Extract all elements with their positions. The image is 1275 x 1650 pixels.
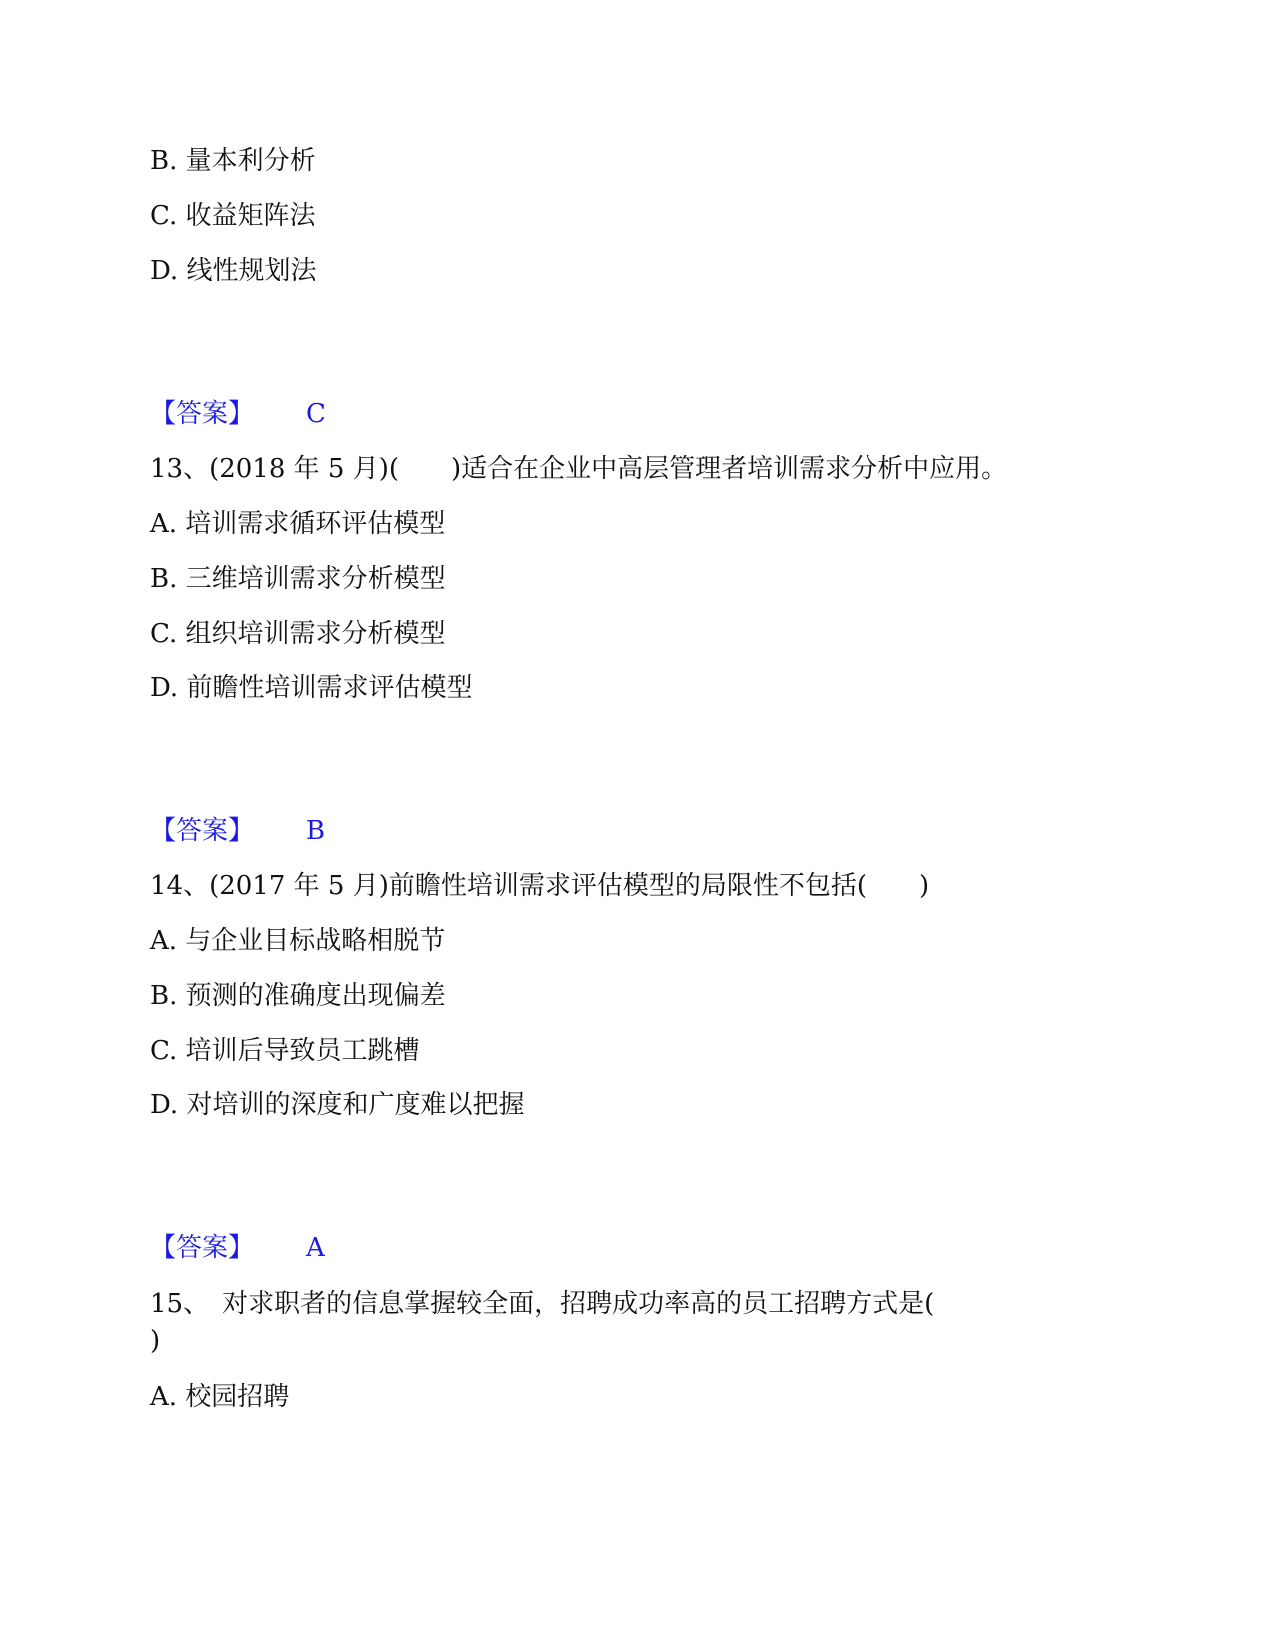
- answer-label: 【答案】: [150, 1233, 255, 1263]
- answer-label: 【答案】: [150, 399, 255, 429]
- answer-value: C: [306, 399, 326, 429]
- answer-value: A: [306, 1233, 325, 1263]
- q12-option-b: B. 量本利分析: [150, 146, 316, 176]
- q15-stem-line1: 15、 对求职者的信息掌握较全面，招聘成功率高的员工招聘方式是(: [150, 1289, 935, 1319]
- q13-stem: 13、(2018 年 5 月)( )适合在企业中高层管理者培训需求分析中应用。: [150, 454, 1008, 484]
- q14-option-b: B. 预测的准确度出现偏差: [150, 981, 446, 1011]
- q14-option-a: A. 与企业目标战略相脱节: [150, 926, 446, 956]
- q12-answer: [150, 397, 326, 431]
- q13-option-d: D. 前瞻性培训需求评估模型: [150, 673, 473, 703]
- answer-value: B: [306, 816, 326, 846]
- q14-option-d: D. 对培训的深度和广度难以把握: [150, 1090, 525, 1120]
- q12-option-c: C. 收益矩阵法: [150, 201, 316, 231]
- q15-stem-line2: ): [150, 1326, 161, 1356]
- q14-stem: 14、(2017 年 5 月)前瞻性培训需求评估模型的局限性不包括( ): [150, 871, 930, 901]
- q12-option-d: D. 线性规划法: [150, 256, 317, 286]
- q15-option-a: A. 校园招聘: [150, 1382, 290, 1412]
- q13-option-a: A. 培训需求循环评估模型: [150, 509, 446, 539]
- answer-label: 【答案】: [150, 816, 255, 846]
- q13-option-b: B. 三维培训需求分析模型: [150, 564, 446, 594]
- q13-option-c: C. 组织培训需求分析模型: [150, 619, 446, 649]
- q13-answer: [150, 814, 325, 848]
- q14-answer: [150, 1231, 325, 1265]
- q14-option-c: C. 培训后导致员工跳槽: [150, 1036, 420, 1066]
